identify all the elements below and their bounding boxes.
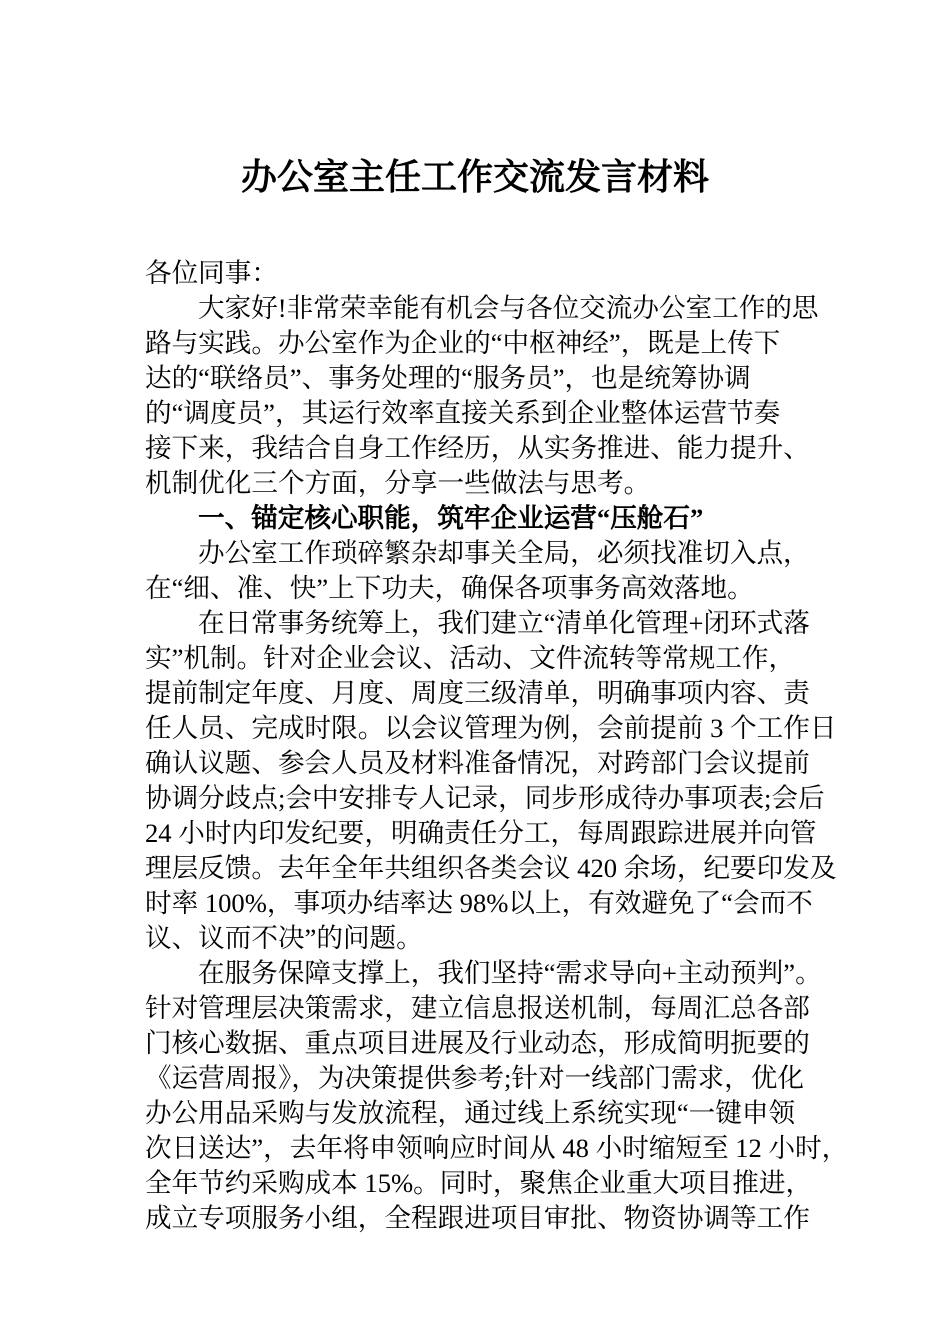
text-line: 路与实践。办公室作为企业的“中枢神经”，既是上传下 <box>145 328 781 358</box>
text-line: 任人员、完成时限。以会议管理为例，会前提前 3 个工作日 <box>145 713 837 743</box>
salutation-line: 各位同事： <box>145 258 278 288</box>
text-line: 机制优化三个方面，分享一些做法与思考。 <box>145 468 651 498</box>
text-line: 在服务保障支撑上，我们坚持“需求导向+主动预判”。 <box>198 958 822 988</box>
text-line: 办公室工作琐碎繁杂却事关全局，必须找准切入点， <box>198 538 810 568</box>
text-line: 时率 100%，事项办结率达 98%以上，有效避免了“会而不 <box>145 888 813 918</box>
text-line: 次日送达”，去年将申领响应时间从 48 小时缩短至 12 小时， <box>145 1133 849 1163</box>
text-line: 议、议而不决”的问题。 <box>145 923 423 953</box>
text-line: 全年节约采购成本 15%。同时，聚焦企业重大项目推进， <box>145 1168 813 1198</box>
text-line: 协调分歧点;会中安排专人记录，同步形成待办事项表;会后 <box>145 783 825 813</box>
document-title: 办公室主任工作交流发言材料 <box>240 157 709 197</box>
text-line: 门核心数据、重点项目进展及行业动态，形成简明扼要的 <box>145 1028 810 1058</box>
text-line: 24 小时内印发纪要，明确责任分工，每周跟踪进展并向管 <box>145 818 817 848</box>
text-line: 在日常事务统筹上，我们建立“清单化管理+闭环式落 <box>198 608 810 638</box>
text-line: 的“调度员”，其运行效率直接关系到企业整体运营节奏 <box>145 398 781 428</box>
text-line: 大家好!非常荣幸能有机会与各位交流办公室工作的思 <box>198 293 819 323</box>
section-heading-line: 一、锚定核心职能，筑牢企业运营“压舱石” <box>198 503 704 533</box>
text-line: 实”机制。针对企业会议、活动、文件流转等常规工作， <box>145 643 796 673</box>
text-line: 办公用品采购与发放流程，通过线上系统实现“一键申领 <box>145 1098 796 1128</box>
text-line: 确认议题、参会人员及材料准备情况，对跨部门会议提前 <box>145 748 810 778</box>
text-line: 在“细、准、快”上下功夫，确保各项事务高效落地。 <box>145 573 754 603</box>
text-line: 成立专项服务小组，全程跟进项目审批、物资协调等工作 <box>145 1203 810 1233</box>
text-line: 理层反馈。去年全年共组织各类会议 420 余场，纪要印发及 <box>145 853 837 883</box>
text-line: 提前制定年度、月度、周度三级清单，明确事项内容、责 <box>145 678 810 708</box>
document-body <box>0 256 849 1236</box>
text-line: 针对管理层决策需求，建立信息报送机制，每周汇总各部 <box>145 993 810 1023</box>
text-line: 《运营周报》，为决策提供参考;针对一线部门需求，优化 <box>145 1063 804 1093</box>
text-line: 达的“联络员”、事务处理的“服务员”，也是统筹协调 <box>145 363 751 393</box>
text-line: 接下来，我结合自身工作经历，从实务推进、能力提升、 <box>145 433 810 463</box>
